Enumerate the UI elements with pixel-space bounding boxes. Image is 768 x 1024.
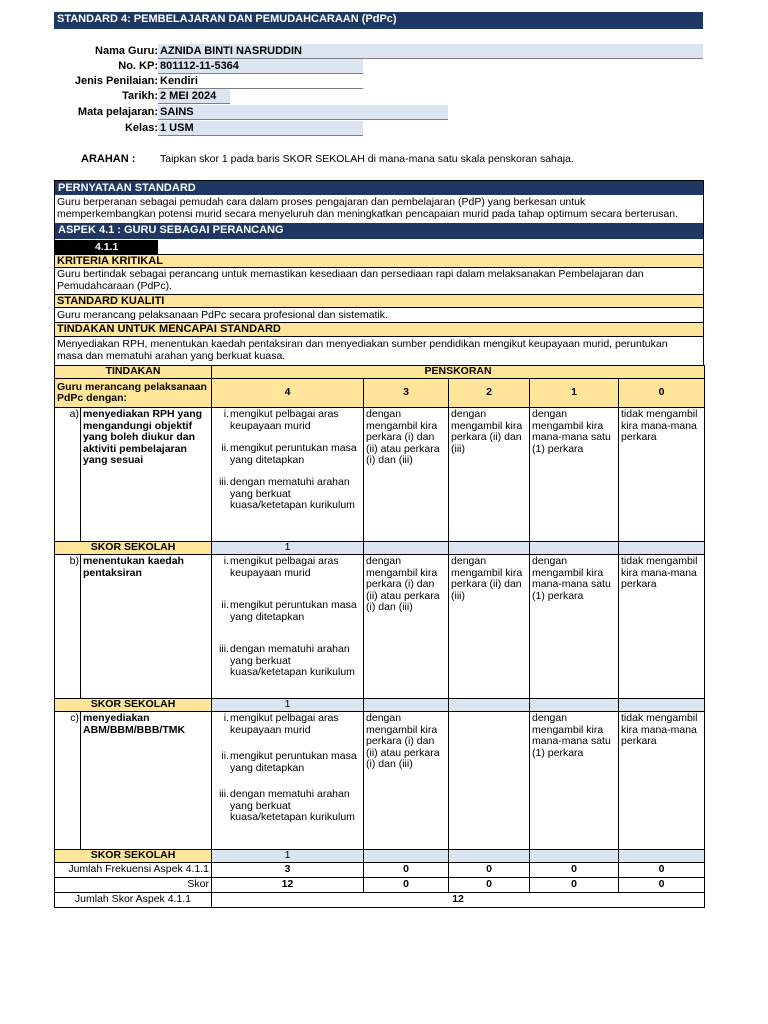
score-header-0: 0	[619, 379, 705, 408]
kualiti-text: Guru merancang pelaksanaan PdPc secara profesional dan sistematik.	[57, 309, 388, 321]
skor-sekolah-label-c: SKOR SEKOLAH	[55, 850, 212, 863]
frekuensi-3: 0	[364, 863, 449, 878]
frekuensi-4: 3	[212, 863, 364, 878]
desc-3-b: dengan mengambil kira perkara (i) dan (ii) atau perkara (i) dan (iii)	[364, 555, 449, 699]
desc-2-a: dengan mengambil kira perkara (ii) dan (iii)	[449, 408, 530, 542]
skor-sekolah-2-b[interactable]	[449, 699, 530, 712]
pernyataan-line2: memperkembangkan potensi murid secara menyeluruh dan meningkatkan pencapaian murid pada tahap optimum secara berterusan.	[57, 208, 679, 220]
criteria-num: iii.	[219, 788, 230, 800]
skor-sekolah-4-b[interactable]: 1	[212, 699, 364, 712]
score-header-3: 3	[364, 379, 449, 408]
rubric-table	[54, 365, 705, 908]
kualiti-heading: STANDARD KUALITI	[55, 295, 703, 307]
criteria-num: ii.	[221, 442, 230, 454]
frekuensi-2: 0	[449, 863, 530, 878]
desc-3-c: dengan mengambil kira perkara (i) dan (ii) atau perkara (i) dan (iii)	[364, 712, 449, 850]
info-label-mapel: Mata pelajaran:	[77, 106, 158, 118]
criteria-text: mengikut peruntukan masa yang ditetapkan	[230, 442, 357, 466]
frekuensi-1: 0	[530, 863, 619, 878]
criteria-num: i.	[223, 712, 230, 724]
criteria-num: iii.	[219, 643, 230, 655]
skor-1: 0	[530, 878, 619, 893]
info-value-mapel[interactable]: SAINS	[158, 105, 448, 120]
skor-sekolah-0-b[interactable]	[619, 699, 705, 712]
tindakan-heading: TINDAKAN UNTUK MENCAPAI STANDARD	[55, 323, 703, 336]
skor-4: 12	[212, 878, 364, 893]
frekuensi-0: 0	[619, 863, 705, 878]
info-value-nama[interactable]: AZNIDA BINTI NASRUDDIN	[158, 44, 703, 59]
item-letter-c: c)	[55, 712, 81, 850]
skor-sekolah-3-a[interactable]	[364, 542, 449, 555]
desc-2-c	[449, 712, 530, 850]
item-title-b: menentukan kaedah pentaksiran	[81, 555, 212, 699]
rubric-lead: Guru merancang pelaksanaan PdPc dengan:	[55, 379, 212, 408]
item-letter-a: a)	[55, 408, 81, 542]
criteria-list-c	[212, 712, 364, 850]
criteria-text: dengan mematuhi arahan yang berkuat kuasa/ketetapan kurikulum	[230, 476, 355, 511]
desc-0-c: tidak mengambil kira mana-mana perkara	[619, 712, 705, 850]
criteria-text: mengikut peruntukan masa yang ditetapkan	[230, 750, 357, 774]
criteria-num: ii.	[221, 599, 230, 611]
penskoran-header: PENSKORAN	[212, 366, 705, 379]
info-value-nokp[interactable]: 801112-11-5364	[158, 59, 363, 74]
score-header-1: 1	[530, 379, 619, 408]
skor-3: 0	[364, 878, 449, 893]
skor-sekolah-2-a[interactable]	[449, 542, 530, 555]
jumlah-skor-value: 12	[212, 893, 705, 908]
divider	[55, 336, 703, 337]
pernyataan-line1: Guru berperanan sebagai pemudah cara dalam proses pengajaran dan pembelajaran (PdP) yang berkesan untuk	[57, 196, 586, 208]
criteria-item	[214, 751, 361, 774]
skor-sekolah-label-a: SKOR SEKOLAH	[55, 542, 212, 555]
pernyataan-heading: PERNYATAAN STANDARD	[55, 181, 703, 195]
skor-sekolah-1-a[interactable]	[530, 542, 619, 555]
criteria-text: mengikut pelbagai aras keupayaan murid	[230, 712, 339, 736]
skor-0: 0	[619, 878, 705, 893]
jumlah-frekuensi-label: Jumlah Frekuensi Aspek 4.1.1	[55, 863, 212, 878]
aspek-heading: ASPEK 4.1 : GURU SEBAGAI PERANCANG	[55, 223, 703, 239]
skor-sekolah-label-b: SKOR SEKOLAH	[55, 699, 212, 712]
item-title-c: menyediakan ABM/BBM/BBB/TMK	[81, 712, 212, 850]
tindakan-line2: masa dan mematuhi arahan yang berkuat kuasa.	[57, 350, 286, 362]
divider	[55, 307, 703, 308]
skor-sekolah-4-c[interactable]: 1	[212, 850, 364, 863]
aspek-code: 4.1.1	[55, 240, 158, 254]
criteria-item	[214, 443, 361, 466]
criteria-text: mengikut pelbagai aras keupayaan murid	[230, 408, 339, 432]
skor-sekolah-1-b[interactable]	[530, 699, 619, 712]
desc-1-c: dengan mengambil kira mana-mana satu (1) perkara	[530, 712, 619, 850]
kriteria-heading: KRITERIA KRITIKAL	[55, 255, 703, 267]
criteria-item	[214, 713, 361, 736]
score-header-2: 2	[449, 379, 530, 408]
criteria-num: ii.	[221, 750, 230, 762]
tindakan-line1: Menyediakan RPH, menentukan kaedah pentaksiran dan menyediakan sumber pendidikan mengikut keupayaan murid, peruntukan	[57, 338, 668, 350]
info-label-tarikh: Tarikh:	[122, 90, 158, 102]
criteria-item	[214, 789, 361, 824]
info-value-tarikh[interactable]: 2 MEI 2024	[158, 89, 230, 104]
criteria-text: mengikut peruntukan masa yang ditetapkan	[230, 599, 357, 623]
info-value-jenis[interactable]: Kendiri	[158, 74, 363, 89]
criteria-item	[214, 409, 361, 432]
skor-sekolah-1-c[interactable]	[530, 850, 619, 863]
desc-3-a: dengan mengambil kira perkara (i) dan (ii) atau perkara (i) dan (iii)	[364, 408, 449, 542]
desc-0-a: tidak mengambil kira mana-mana perkara	[619, 408, 705, 542]
standard-title: STANDARD 4: PEMBELAJARAN DAN PEMUDAHCARAAN (PdPc)	[54, 12, 703, 29]
item-title-a: menyediakan RPH yang mengandungi objektif yang boleh diukur dan aktiviti pembelajaran yang sesuai	[81, 408, 212, 542]
skor-sekolah-2-c[interactable]	[449, 850, 530, 863]
skor-row-label: Skor	[55, 878, 212, 893]
criteria-text: mengikut pelbagai aras keupayaan murid	[230, 555, 339, 579]
info-label-nama: Nama Guru:	[95, 45, 158, 57]
skor-sekolah-3-c[interactable]	[364, 850, 449, 863]
kriteria-line2: Pemudahcaraan (PdPc).	[57, 280, 172, 292]
tindakan-column-header: TINDAKAN	[55, 366, 212, 379]
criteria-list-a	[212, 408, 364, 542]
info-label-nokp: No. KP:	[118, 60, 158, 72]
criteria-num: iii.	[219, 476, 230, 488]
info-value-kelas[interactable]: 1 USM	[158, 121, 363, 136]
desc-2-b: dengan mengambil kira perkara (ii) dan (iii)	[449, 555, 530, 699]
criteria-text: dengan mematuhi arahan yang berkuat kuasa/ketetapan kurikulum	[230, 788, 355, 823]
criteria-item	[214, 600, 361, 623]
score-header-4: 4	[212, 379, 364, 408]
criteria-num: i.	[223, 408, 230, 420]
criteria-num: i.	[223, 555, 230, 567]
desc-0-b: tidak mengambil kira mana-mana perkara	[619, 555, 705, 699]
criteria-item	[214, 556, 361, 579]
item-letter-b: b)	[55, 555, 81, 699]
criteria-text: dengan mematuhi arahan yang berkuat kuasa/ketetapan kurikulum	[230, 643, 355, 678]
criteria-item	[214, 477, 361, 512]
skor-2: 0	[449, 878, 530, 893]
desc-1-a: dengan mengambil kira mana-mana satu (1) perkara	[530, 408, 619, 542]
kriteria-line1: Guru bertindak sebagai perancang untuk memastikan kesediaan dan persediaan rapi dalam melaksanakan Pembelajaran dan	[57, 268, 644, 280]
criteria-item	[214, 644, 361, 679]
desc-1-b: dengan mengambil kira mana-mana satu (1) perkara	[530, 555, 619, 699]
skor-sekolah-4-a[interactable]: 1	[212, 542, 364, 555]
skor-sekolah-3-b[interactable]	[364, 699, 449, 712]
arahan-text: Taipkan skor 1 pada baris SKOR SEKOLAH di mana-mana satu skala penskoran sahaja.	[160, 153, 574, 165]
jumlah-skor-label: Jumlah Skor Aspek 4.1.1	[55, 893, 212, 908]
skor-sekolah-0-a[interactable]	[619, 542, 705, 555]
skor-sekolah-0-c[interactable]	[619, 850, 705, 863]
info-label-jenis: Jenis Penilaian:	[74, 75, 158, 87]
info-label-kelas: Kelas:	[124, 122, 158, 134]
arahan-label: ARAHAN :	[81, 153, 136, 165]
criteria-list-b	[212, 555, 364, 699]
